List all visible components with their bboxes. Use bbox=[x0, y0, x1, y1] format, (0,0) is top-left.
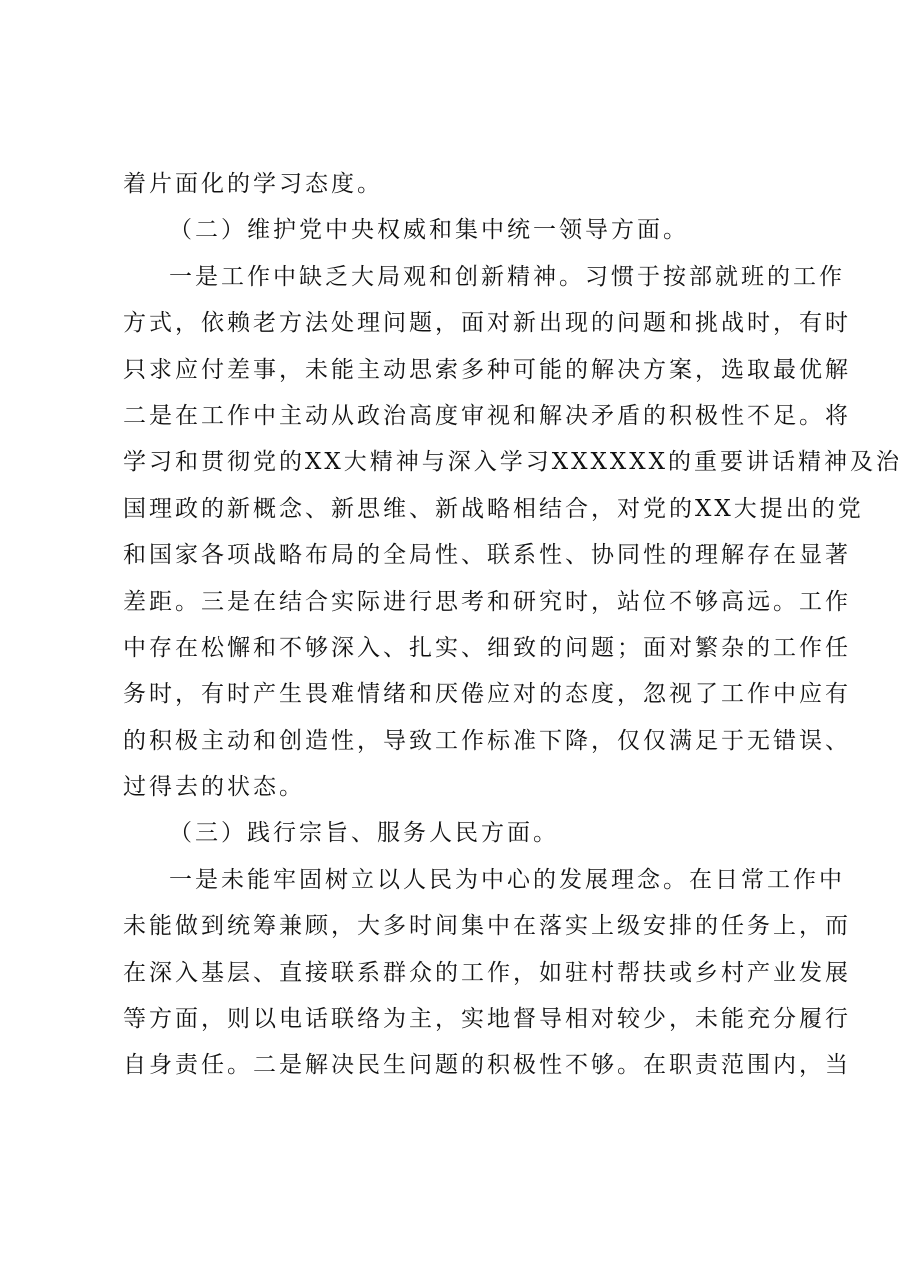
text-line: 方式，依赖老方法处理问题，面对新出现的问题和挑战时，有时 bbox=[123, 310, 851, 337]
text-line: 等方面，则以电话联络为主，实地督导相对较少，未能充分履行 bbox=[123, 1006, 851, 1033]
text-line: 着片面化的学习态度。 bbox=[123, 171, 383, 197]
text-line: 在深入基层、直接联系群众的工作，如驻村帮扶或乡村产业发展 bbox=[123, 959, 851, 986]
text-line: 差距。三是在结合实际进行思考和研究时，站位不够高远。工作 bbox=[123, 588, 851, 615]
text-line: 和国家各项战略布局的全局性、联系性、协同性的理解存在显著 bbox=[123, 542, 851, 569]
text-line: 一是未能牢固树立以人民为中心的发展理念。在日常工作中 bbox=[169, 866, 845, 893]
text-line: 自身责任。二是解决民生问题的积极性不够。在职责范围内，当 bbox=[123, 1052, 851, 1079]
text-line: 务时，有时产生畏难情绪和厌倦应对的态度，忽视了工作中应有 bbox=[123, 681, 851, 708]
text-line: 过得去的状态。 bbox=[123, 774, 305, 801]
text-line: 的积极主动和创造性，导致工作标准下降，仅仅满足于无错误、 bbox=[123, 727, 851, 754]
document-body bbox=[123, 161, 902, 1089]
text-line: 中存在松懈和不够深入、扎实、细致的问题；面对繁杂的工作任 bbox=[123, 634, 851, 661]
text-line: 学习和贯彻党的XX大精神与深入学习XXXXXX的重要讲话精神及治 bbox=[123, 449, 902, 476]
text-line: 未能做到统筹兼顾，大多时间集中在落实上级安排的任务上，而 bbox=[123, 913, 851, 940]
text-line: 国理政的新概念、新思维、新战略相结合，对党的XX大提出的党 bbox=[123, 495, 864, 522]
section-heading-3: （三）践行宗旨、服务人民方面。 bbox=[169, 820, 559, 847]
text-line: 二是在工作中主动从政治高度审视和解决矛盾的积极性不足。将 bbox=[123, 402, 851, 429]
section-heading-2: （二）维护党中央权威和集中统一领导方面。 bbox=[169, 217, 689, 244]
text-line: 一是工作中缺乏大局观和创新精神。习惯于按部就班的工作 bbox=[169, 263, 845, 290]
text-line: 只求应付差事，未能主动思索多种可能的解决方案，选取最优解 bbox=[123, 356, 851, 383]
